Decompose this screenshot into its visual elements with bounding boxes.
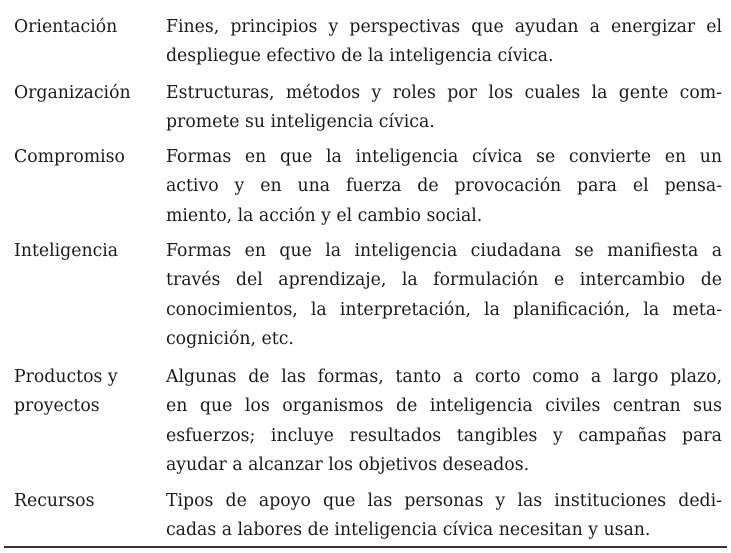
- description-line: promete su inteligencia cívica.: [166, 112, 435, 133]
- description-cell: [166, 79, 722, 138]
- description-line: Tipos de apoyo que las personas y las instituciones dedi-: [166, 491, 722, 511]
- description-line: Fines, principios y perspectivas que ayudan a energizar el: [166, 17, 722, 37]
- description-cell: [166, 363, 722, 481]
- description-line: ayudar a alcanzar los objetivos deseados.: [166, 455, 530, 476]
- term-text: Organización: [14, 83, 131, 103]
- description-line: activo y en una fuerza de provocación para el pensa-: [166, 176, 722, 197]
- term-cell: [14, 143, 154, 172]
- description-cell: [166, 487, 722, 546]
- description-cell: [166, 237, 722, 355]
- term-text: Recursos: [14, 491, 95, 511]
- term-cell: [14, 13, 154, 42]
- description-line: miento, la acción y el cambio social.: [166, 205, 483, 226]
- description-line: despliegue efectivo de la inteligencia cívica.: [166, 46, 554, 67]
- description-line: en que los organismos de inteligencia civiles centran sus: [166, 396, 722, 417]
- description-cell: [166, 143, 722, 231]
- term-text: Inteligencia: [14, 241, 119, 261]
- term-text: Compromiso: [14, 147, 125, 167]
- description-line: cognición, etc.: [166, 329, 294, 350]
- table-bottom-rule: [4, 546, 727, 548]
- table-row: [4, 143, 728, 233]
- term-cell: [14, 237, 154, 266]
- description-cell: [166, 13, 722, 72]
- description-line: través del aprendizaje, la formulación e intercambio de: [166, 270, 722, 291]
- term-cell: [14, 363, 154, 422]
- term-text: Productos y: [14, 367, 118, 387]
- description-line: Estructuras, métodos y roles por los cuales la gente com-: [166, 83, 722, 103]
- description-line: cadas a labores de inteligencia cívica necesitan y usan.: [166, 520, 651, 541]
- description-line: conocimientos, la interpretación, la planificación, la meta-: [166, 299, 722, 320]
- term-text: proyectos: [14, 396, 100, 417]
- term-cell: [14, 487, 154, 516]
- description-line: Formas en que la inteligencia ciudadana se manifiesta a: [166, 241, 722, 261]
- table-row: [4, 363, 728, 483]
- description-line: Algunas de las formas, tanto a corto como a largo plazo,: [166, 367, 722, 387]
- term-cell: [14, 79, 154, 108]
- table-row: [4, 79, 728, 139]
- description-line: esfuerzos; incluye resultados tangibles y campañas para: [166, 425, 722, 446]
- description-line: Formas en que la inteligencia cívica se convierte en un: [166, 147, 722, 167]
- table-row: [4, 13, 728, 73]
- term-text: Orientación: [14, 17, 118, 37]
- table-row: [4, 237, 728, 357]
- table-row: [4, 487, 728, 547]
